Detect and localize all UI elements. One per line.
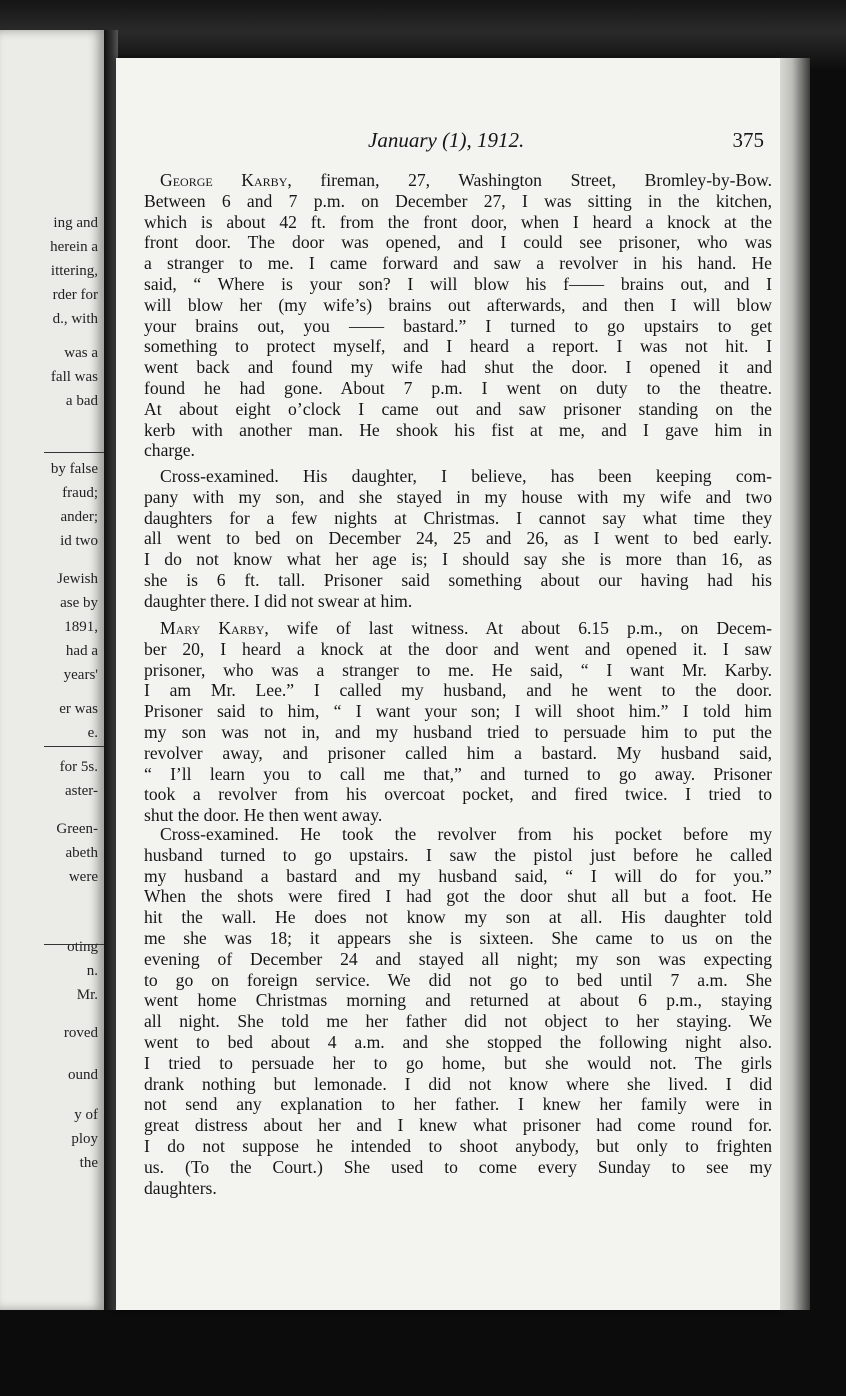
text-line xyxy=(144,701,772,721)
facing-page-text: ing and xyxy=(53,215,98,231)
text-line xyxy=(144,639,772,659)
text-line xyxy=(144,907,772,927)
page-number: 375 xyxy=(732,128,764,152)
line-text: At about eight o’clock I came out and saw prisoner standing on the xyxy=(144,398,772,419)
text-line xyxy=(144,378,772,398)
line-text: daughters. xyxy=(144,1177,217,1198)
text-line xyxy=(144,1011,772,1031)
text-line xyxy=(144,357,772,377)
line-text: I am Mr. Lee.” I called my husband, and he went to the door. xyxy=(144,680,772,701)
line-text: she is 6 ft. tall. Prisoner said something about our having had his xyxy=(144,570,772,590)
facing-page-text: ound xyxy=(68,1067,98,1083)
facing-page-text: ase by xyxy=(60,595,98,611)
section-rule xyxy=(44,452,104,453)
text-line xyxy=(144,591,772,611)
facing-page-text: rder for xyxy=(52,287,98,303)
line-text: prisoner, who was a stranger to me. He said, “ I want Mr. Karby. xyxy=(144,659,772,680)
line-text: said, “ Where is your son? I will blow his f—— brains out, and I xyxy=(144,274,772,294)
text-line xyxy=(160,618,772,638)
line-text: drank nothing but lemonade. I did not know where she lived. I did xyxy=(144,1073,772,1094)
line-text: a stranger to me. I came forward and saw a revolver in his hand. He xyxy=(144,253,772,274)
line-text: Between 6 and 7 p.m. on December 27, I was sitting in the kitchen, xyxy=(144,190,772,211)
line-text: daughters for a few nights at Christmas. I cannot say what time they xyxy=(144,507,772,528)
text-line xyxy=(144,336,772,356)
line-text: ber 20, I heard a knock at the door and went and opened it. I saw xyxy=(144,638,772,659)
line-text: went home Christmas morning and returned at about 6 p.m., staying xyxy=(144,990,772,1011)
facing-page-text: aster- xyxy=(64,783,98,799)
facing-page-text: fraud; xyxy=(62,485,98,501)
line-text: all went to bed on December 24, 25 and 26, as I went to bed early. xyxy=(144,528,772,549)
text-line xyxy=(144,949,772,969)
line-text: kerb with another man. He shook his fist at me, and I gave him in xyxy=(144,419,772,440)
facing-page-text: had a xyxy=(65,643,98,659)
text-line xyxy=(160,824,772,844)
line-text: went to bed about 4 a.m. and she stopped the following night also. xyxy=(144,1032,772,1052)
text-line xyxy=(144,805,772,825)
text-line xyxy=(144,487,772,507)
facing-page-text: herein a xyxy=(50,239,98,255)
text-line xyxy=(160,170,772,190)
facing-page-text: the xyxy=(79,1155,98,1171)
line-text: something to protect myself, and I heard a report. I was not hit. I xyxy=(144,336,772,357)
text-line xyxy=(144,764,772,784)
line-text: I do not suppose he intended to shoot anybody, but only to frighten xyxy=(144,1136,772,1156)
facing-page-text: 1891, xyxy=(64,619,98,635)
facing-page-text: fall was xyxy=(50,369,98,385)
text-line xyxy=(144,253,772,273)
facing-page-fragment xyxy=(0,30,104,1310)
text-line xyxy=(144,886,772,906)
line-text: great distress about her and I knew what prisoner had come round for. xyxy=(144,1115,772,1136)
page-header xyxy=(116,128,780,154)
text-line xyxy=(144,508,772,528)
text-line xyxy=(144,866,772,886)
line-text: my son was not in, and my husband tried to persuade him to put the xyxy=(144,722,772,742)
facing-page-text: for 5s. xyxy=(59,759,98,775)
facing-page-text: oting xyxy=(67,939,98,955)
text-line xyxy=(144,928,772,948)
line-text: went back and found my wife had shut the door. I opened it and xyxy=(144,357,772,378)
facing-page-text: er was xyxy=(59,701,98,717)
facing-page-text: d., with xyxy=(52,311,98,327)
line-text: I tried to persuade her to go home, but she would not. The girls xyxy=(144,1052,772,1073)
line-text: “ I’ll learn you to call me that,” and turned to go away. Prisoner xyxy=(144,763,772,784)
line-text: , wife of last witness. At about 6.15 p.m., on Decem- xyxy=(264,618,772,638)
text-line xyxy=(144,1157,772,1177)
facing-page-text: y of xyxy=(74,1107,98,1123)
line-text: Cross-examined. His daughter, I believe, has been keeping com- xyxy=(160,466,772,486)
line-text: evening of December 24 and stayed all night; my son was expecting xyxy=(144,948,772,969)
line-text: my husband a bastard and my husband said, “ I will do for you.” xyxy=(144,865,772,886)
text-line xyxy=(144,1053,772,1073)
line-text: found he had gone. About 7 p.m. I went on duty to the theatre. xyxy=(144,378,772,398)
facing-page-text: a bad xyxy=(65,393,98,409)
line-text: shut the door. He then went away. xyxy=(144,805,383,826)
facing-page-text: abeth xyxy=(65,845,98,861)
line-text: front door. The door was opened, and I could see prisoner, who was xyxy=(144,232,772,253)
facing-page-text: were xyxy=(68,869,98,885)
facing-page-text: was a xyxy=(64,345,98,361)
page-edge xyxy=(780,58,810,1310)
speaker-name: George Karby xyxy=(160,170,288,190)
text-line xyxy=(144,1094,772,1114)
facing-page-text: roved xyxy=(63,1025,98,1041)
facing-page-text: Mr. xyxy=(76,987,98,1003)
text-line xyxy=(144,1074,772,1094)
text-line xyxy=(144,274,772,294)
line-text: , fireman, 27, Washington Street, Bromley-by-Bow. xyxy=(287,170,772,190)
facing-page-text: n. xyxy=(86,963,98,979)
text-line xyxy=(144,549,772,569)
text-line xyxy=(144,990,772,1010)
facing-page-text: id two xyxy=(60,533,98,549)
document-page xyxy=(116,58,780,1310)
facing-page-text: by false xyxy=(50,461,98,477)
text-line xyxy=(144,1032,772,1052)
facing-page-text: ander; xyxy=(60,509,98,525)
line-text: will blow her (my wife’s) brains out afterwards, and then I will blow xyxy=(144,294,772,315)
facing-page-text: Jewish xyxy=(57,571,98,587)
line-text: husband turned to go upstairs. I saw the pistol just before he called xyxy=(144,844,772,865)
text-line xyxy=(144,528,772,548)
line-text: Prisoner said to him, “ I want your son; I will shoot him.” I told him xyxy=(144,701,772,722)
text-line xyxy=(144,232,772,252)
text-line xyxy=(144,1178,772,1198)
text-line xyxy=(144,680,772,700)
line-text: which is about 42 ft. from the front door, when I heard a knock at the xyxy=(144,211,772,232)
line-text: me she was 18; it appears she is sixteen. She came to us on the xyxy=(144,928,772,948)
line-text: to go on foreign service. We did not go to bed until 7 a.m. She xyxy=(144,969,772,990)
line-text: us. (To the Court.) She used to come every Sunday to see my xyxy=(144,1156,772,1177)
line-text: all night. She told me her father did not object to her staying. We xyxy=(144,1011,772,1032)
text-line xyxy=(144,1115,772,1135)
text-line xyxy=(144,1136,772,1156)
line-text: hit the wall. He does not know my son at all. His daughter told xyxy=(144,907,772,928)
text-line xyxy=(144,295,772,315)
line-text: revolver away, and prisoner called him a bastard. My husband said, xyxy=(144,742,772,763)
line-text: charge. xyxy=(144,440,195,461)
text-line xyxy=(144,660,772,680)
line-text: pany with my son, and she stayed in my house with my wife and two xyxy=(144,486,772,507)
line-text: not send any explanation to her father. I knew her family were in xyxy=(144,1094,772,1115)
section-rule xyxy=(44,944,104,945)
facing-page-text: years' xyxy=(63,667,98,683)
facing-page-text: ittering, xyxy=(50,263,98,279)
text-line xyxy=(144,845,772,865)
text-line xyxy=(144,722,772,742)
line-text: daughter there. I did not swear at him. xyxy=(144,590,413,611)
text-line xyxy=(144,212,772,232)
text-line xyxy=(144,570,772,590)
text-line xyxy=(144,784,772,804)
text-line xyxy=(160,466,772,486)
text-line xyxy=(144,440,772,460)
text-line xyxy=(144,420,772,440)
text-line xyxy=(144,316,772,336)
facing-page-text: ploy xyxy=(71,1131,98,1147)
facing-page-text: Green- xyxy=(56,821,98,837)
line-text: your brains out, you —— bastard.” I turned to go upstairs to get xyxy=(144,315,772,336)
text-line xyxy=(144,399,772,419)
text-line xyxy=(144,970,772,990)
text-line xyxy=(144,191,772,211)
line-text: I do not know what her age is; I should say she is more than 16, as xyxy=(144,549,772,570)
facing-page-text: e. xyxy=(87,725,98,741)
text-line xyxy=(144,743,772,763)
line-text: took a revolver from his overcoat pocket, and fired twice. I tried to xyxy=(144,784,772,805)
section-rule xyxy=(44,746,104,747)
line-text: Cross-examined. He took the revolver from his pocket before my xyxy=(160,824,772,844)
running-title: January (1), 1912. xyxy=(368,128,525,152)
line-text: When the shots were fired I had got the door shut all but a foot. He xyxy=(144,886,772,907)
speaker-name: Mary Karby xyxy=(160,618,265,638)
